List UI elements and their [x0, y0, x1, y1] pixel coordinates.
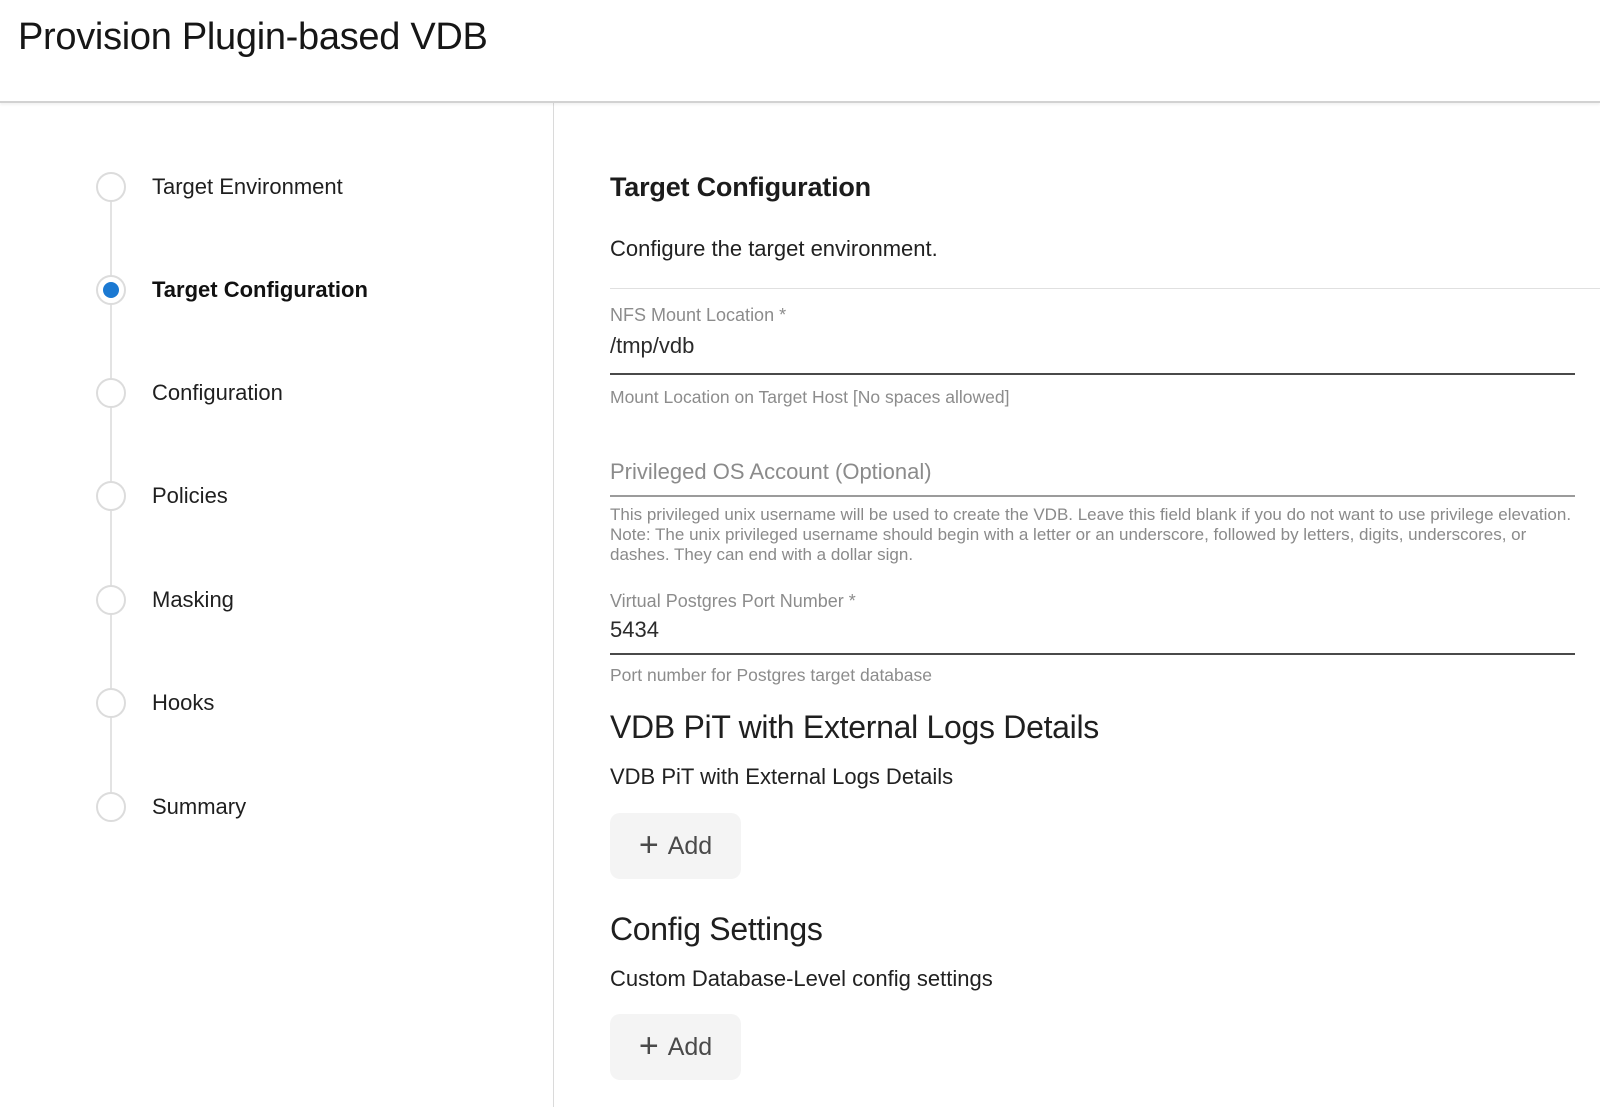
step-circle-icon — [96, 378, 126, 408]
step-summary[interactable] — [0, 792, 246, 822]
nfs-mount-location-helper: Mount Location on Target Host [No spaces allowed] — [610, 387, 1010, 407]
virtual-postgres-port-helper: Port number for Postgres target database — [610, 665, 932, 685]
plus-icon: + — [638, 1026, 659, 1065]
step-target-environment[interactable] — [0, 172, 343, 202]
step-configuration[interactable] — [0, 378, 283, 408]
add-button-label: Add — [667, 1032, 713, 1061]
vdb-pit-section-subtitle: VDB PiT with External Logs Details — [610, 764, 954, 789]
virtual-postgres-port-input[interactable] — [610, 613, 1575, 655]
config-settings-section-title: Config Settings — [610, 911, 823, 947]
step-hooks[interactable] — [0, 688, 214, 718]
plus-icon: + — [638, 825, 659, 864]
step-label: Masking — [152, 587, 234, 612]
step-label: Summary — [152, 794, 247, 819]
step-label: Configuration — [152, 380, 283, 405]
vdb-pit-section-title: VDB PiT with External Logs Details — [610, 709, 1099, 745]
step-circle-active-icon — [96, 275, 126, 305]
section-divider — [610, 288, 1600, 289]
step-masking[interactable] — [0, 585, 234, 615]
step-label: Target Environment — [152, 174, 343, 199]
step-label: Policies — [152, 483, 228, 508]
step-circle-icon — [96, 172, 126, 202]
privileged-os-account-description: This privileged unix username will be used to create the VDB. Leave this field blank if you do not want to use privilege elevation. Note: The unix privileged username should begin with a letter or an underscore, followed by letters, digits, underscores, or dashes. They can end with a dollar sign. — [610, 505, 1572, 564]
add-button-label: Add — [667, 831, 713, 860]
step-label: Target Configuration — [152, 277, 368, 302]
step-label: Hooks — [152, 690, 215, 715]
vdb-pit-add-button[interactable] — [610, 813, 741, 879]
step-policies[interactable] — [0, 481, 228, 511]
step-circle-icon — [96, 688, 126, 718]
nfs-mount-location-input[interactable] — [610, 329, 1575, 375]
step-circle-icon — [96, 481, 126, 511]
nfs-mount-location-label: NFS Mount Location * — [610, 305, 787, 325]
config-settings-section-subtitle: Custom Database-Level config settings — [610, 966, 993, 991]
privileged-os-account-input[interactable] — [610, 455, 1575, 497]
wizard-header — [0, 0, 1600, 103]
wizard-stepper-sidebar — [0, 103, 554, 1107]
config-settings-add-button[interactable] — [610, 1014, 741, 1080]
page-title: Provision Plugin-based VDB — [18, 16, 488, 58]
panel-subheading: Configure the target environment. — [610, 236, 938, 261]
virtual-postgres-port-label: Virtual Postgres Port Number * — [610, 591, 856, 611]
target-configuration-panel — [610, 103, 1575, 1107]
step-circle-icon — [96, 792, 126, 822]
panel-heading: Target Configuration — [610, 172, 871, 202]
step-circle-icon — [96, 585, 126, 615]
step-target-configuration[interactable] — [0, 275, 368, 305]
